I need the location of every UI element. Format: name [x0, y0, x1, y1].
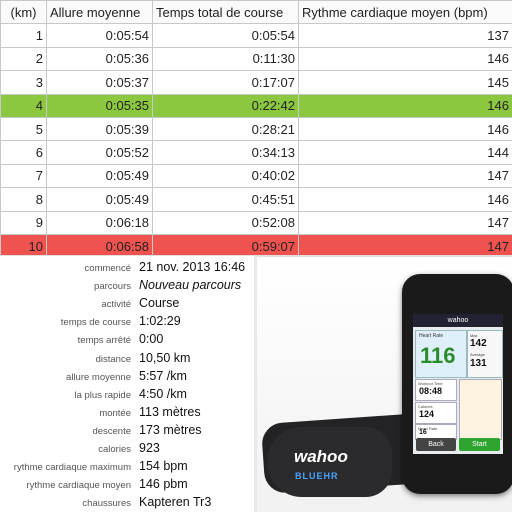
- detail-row: [0, 296, 254, 314]
- detail-value: Nouveau parcours: [139, 278, 242, 293]
- avg-caption: Average: [470, 352, 485, 357]
- col-header-km: (km): [1, 1, 47, 24]
- detail-row: [0, 459, 254, 477]
- detail-label: commencé: [84, 263, 131, 274]
- cell-pace: 0:05:35: [47, 94, 153, 117]
- cell-heart-rate: 146: [299, 117, 512, 140]
- cell-heart-rate: 137: [299, 24, 512, 47]
- table-header-row: [1, 1, 512, 24]
- cell-pace: 0:05:49: [47, 164, 153, 187]
- detail-label: calories: [98, 444, 131, 455]
- detail-label: distance: [95, 353, 131, 365]
- heart-rate-value: 116: [420, 343, 456, 368]
- table-row: [1, 117, 512, 140]
- table-row: [1, 234, 512, 256]
- detail-row: [0, 369, 254, 387]
- detail-row: [0, 495, 254, 512]
- detail-row: [0, 387, 254, 405]
- cell-total-time: 0:05:54: [153, 24, 299, 47]
- cell-heart-rate: 146: [299, 94, 512, 117]
- avg-value: 131: [470, 358, 487, 369]
- start-button[interactable]: Start: [459, 438, 500, 451]
- table-row: [1, 164, 512, 187]
- cell-km: 8: [1, 188, 47, 211]
- cell-heart-rate: 147: [299, 234, 512, 256]
- heart-rate-2-caption: Heart Rate: [418, 426, 438, 431]
- detail-row: [0, 477, 254, 495]
- calories-caption: Calories: [418, 404, 433, 409]
- detail-label: allure moyenne: [66, 371, 131, 383]
- detail-row: [0, 332, 254, 350]
- detail-value: 10,50 km: [139, 350, 191, 365]
- cell-pace: 0:06:18: [47, 211, 153, 234]
- detail-row: [0, 441, 254, 459]
- cell-km: 10: [1, 234, 47, 256]
- cell-km: 2: [1, 47, 47, 70]
- detail-value: 173 mètres: [139, 422, 202, 437]
- cell-heart-rate: 147: [299, 164, 512, 187]
- cell-km: 5: [1, 117, 47, 140]
- cell-total-time: 0:59:07: [153, 234, 299, 256]
- detail-value: Course: [139, 296, 180, 311]
- max-avg-tile: [467, 330, 503, 378]
- back-button[interactable]: Back: [416, 438, 456, 451]
- cell-total-time: 0:22:42: [153, 94, 299, 117]
- detail-label: activité: [101, 299, 131, 311]
- col-header-total-time: Temps total de course: [153, 1, 299, 24]
- cell-km: 1: [1, 24, 47, 47]
- detail-value: 154 bpm: [139, 459, 188, 474]
- cell-heart-rate: 144: [299, 141, 512, 164]
- detail-row: [0, 423, 254, 441]
- col-header-heart-rate: Rythme cardiaque moyen (bpm): [299, 1, 512, 24]
- detail-label: descente: [92, 425, 131, 437]
- table-row: [1, 47, 512, 70]
- cell-total-time: 0:17:07: [153, 71, 299, 94]
- max-caption: Max: [470, 333, 478, 338]
- table-row: [1, 71, 512, 94]
- detail-label: chaussures: [82, 498, 131, 510]
- calories-value: 124: [419, 409, 435, 419]
- sensor-logo: wahoo: [294, 447, 348, 466]
- detail-value: 113 mètres: [139, 404, 201, 419]
- cell-heart-rate: 146: [299, 47, 512, 70]
- detail-label: temps de course: [60, 317, 131, 329]
- cell-pace: 0:05:52: [47, 141, 153, 164]
- cell-pace: 0:05:37: [47, 71, 153, 94]
- detail-label: temps arrêté: [77, 335, 131, 347]
- detail-value: 146 pbm: [139, 477, 188, 492]
- workout-time-caption: Workout Time: [418, 381, 443, 386]
- detail-value: Kapteren Tr3: [139, 495, 212, 510]
- workout-time-value: 08:48: [419, 386, 443, 396]
- calories-tile: [415, 402, 457, 424]
- cell-heart-rate: 145: [299, 71, 512, 94]
- cell-total-time: 0:52:08: [153, 211, 299, 234]
- product-photo: [257, 257, 512, 512]
- detail-row: [0, 260, 254, 278]
- table-row: [1, 94, 512, 117]
- heart-rate-2-value: 16: [419, 429, 427, 436]
- zone-panel: [459, 379, 502, 440]
- cell-pace: 0:05:39: [47, 117, 153, 140]
- cell-pace: 0:05:36: [47, 47, 153, 70]
- cell-total-time: 0:45:51: [153, 188, 299, 211]
- heart-rate-caption: Heart Rate: [419, 333, 444, 339]
- sensor-model: BLUEHR: [295, 471, 339, 481]
- phone-screen: [413, 314, 503, 454]
- cell-heart-rate: 146: [299, 188, 512, 211]
- cell-total-time: 0:40:02: [153, 164, 299, 187]
- cell-km: 7: [1, 164, 47, 187]
- cell-km: 9: [1, 211, 47, 234]
- cell-total-time: 0:34:13: [153, 141, 299, 164]
- detail-label: parcours: [94, 281, 131, 293]
- cell-km: 3: [1, 71, 47, 94]
- cell-km: 4: [1, 94, 47, 117]
- detail-value: 0:00: [139, 332, 164, 347]
- detail-value: 4:50 /km: [139, 386, 187, 401]
- cell-total-time: 0:28:21: [153, 117, 299, 140]
- cell-km: 6: [1, 141, 47, 164]
- detail-value: 5:57 /km: [139, 368, 187, 383]
- detail-label: montée: [99, 407, 131, 419]
- cell-heart-rate: 147: [299, 211, 512, 234]
- detail-row: [0, 278, 254, 296]
- table-row: [1, 211, 512, 234]
- detail-label: rythme cardiaque maximum: [13, 462, 131, 474]
- table-row: [1, 188, 512, 211]
- cell-pace: 0:06:58: [47, 234, 153, 256]
- activity-details-panel: [0, 256, 254, 512]
- heart-rate-tile: [415, 330, 467, 378]
- cell-pace: 0:05:49: [47, 188, 153, 211]
- detail-label: rythme cardiaque moyen: [26, 480, 131, 492]
- detail-value: 1:02:29: [139, 314, 181, 329]
- table-row: [1, 24, 512, 47]
- detail-value: 923: [139, 441, 160, 455]
- smartphone: [402, 274, 512, 494]
- col-header-pace: Allure moyenne: [47, 1, 153, 24]
- table-row: [1, 141, 512, 164]
- detail-label: la plus rapide: [74, 389, 131, 401]
- max-value: 142: [470, 338, 487, 349]
- detail-row: [0, 405, 254, 423]
- detail-row: [0, 351, 254, 369]
- app-header: wahoo: [413, 314, 503, 327]
- cell-total-time: 0:11:30: [153, 47, 299, 70]
- detail-row: [0, 314, 254, 332]
- detail-value: 21 nov. 2013 16:46: [139, 260, 246, 274]
- cell-pace: 0:05:54: [47, 24, 153, 47]
- workout-time-tile: [415, 379, 457, 401]
